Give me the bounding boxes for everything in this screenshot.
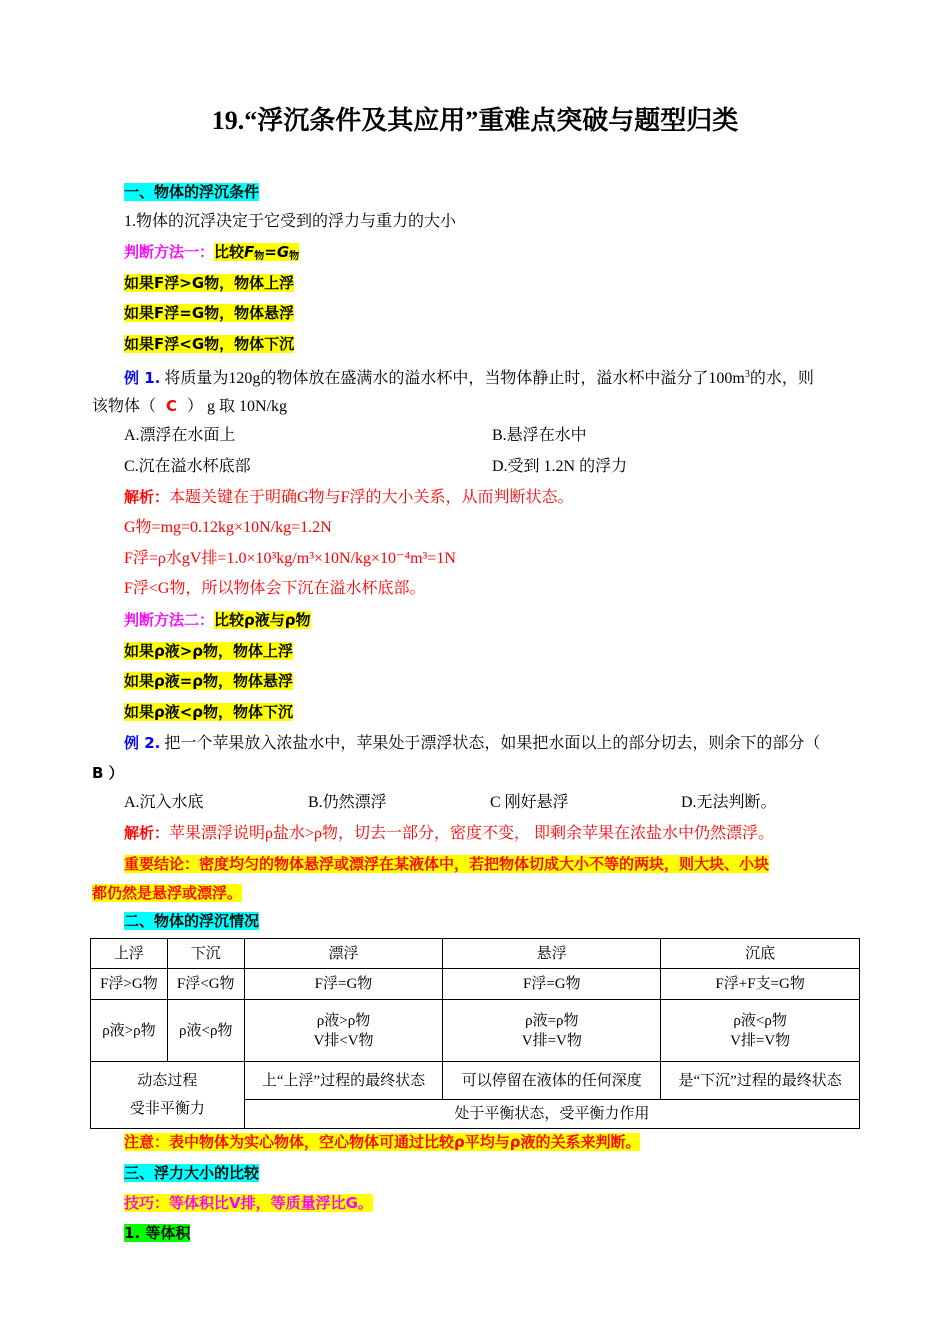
page-title: 19.“浮沉条件及其应用”重难点突破与题型归类 [211,106,739,135]
rule2-sink: 如果ρ液<ρ物，物体下沉 [124,703,294,721]
table-cell: ρ液>ρ物 V排<V物 [244,1000,443,1062]
table-header: 上浮 [91,939,168,969]
paragraph-1: 1.物体的沉浮决定于它受到的浮力与重力的大小 [124,213,457,230]
table-header: 下沉 [167,939,244,969]
table-cell: F浮>G物 [91,969,168,1000]
example-2: 例 2. 把一个苹果放入浓盐水中，苹果处于漂浮状态，如果把水面以上的部分切去，则余下的部分（ [124,734,821,752]
table-header: 悬浮 [443,939,661,969]
table-cell: ρ液=ρ物 V排=V物 [443,1000,661,1062]
section-heading-1: 一、物体的浮沉条件 [124,183,260,201]
table-cell: ρ液<ρ物 [167,1000,244,1062]
rule2-float-up: 如果ρ液>ρ物，物体上浮 [124,642,294,660]
table-cell: 上“上浮”过程的最终状态 [244,1062,443,1100]
method-2: 判断方法二：比较ρ液与ρ物 [124,611,311,629]
table-cell: F浮=G物 [244,969,443,1000]
ex2-option-c: C 刚好悬浮 [490,794,569,811]
ex2-option-a: A.沉入水底 [124,794,204,811]
table-cell: ρ液>ρ物 [91,1000,168,1062]
table-cell: F浮=G物 [443,969,661,1000]
table-header: 漂浮 [244,939,443,969]
rule-float-up: 如果F浮>G物，物体上浮 [124,274,295,292]
float-sink-table [90,938,860,1129]
table-cell: F浮+F支=G物 [661,969,860,1000]
table-cell: 可以停留在液体的任何深度 [443,1062,661,1100]
document-page: 19.“浮沉条件及其应用”重难点突破与题型归类 一、物体的浮沉条件 1.物体的沉浮决定于它受到的浮力与重力的大小 判断方法一：比较$F_物=G_物$ 如果F浮>G物，物体上浮 如果F浮=G物，物体悬浮 如果F浮<G物，物体下沉 例 1. 将质量为120g的物体放在盛满水的溢水杯中，当物体静止时，溢水杯中溢分了$100m^3$的水，则 该物体（ C ） g 取 10N/kg A.漂浮在水面上 B.悬浮在水中 C.沉在溢水杯底部 D.受到 1.2N 的浮力 解析：本题关键在于明确G物与F浮的大小关系，从而判断状态。 G物=mg=0.12kg×10N/kg=1.2N F浮=ρ水gV排=1.0×10³kg/m³×10N/kg×10⁻⁴m³=1N F浮<G物，所以物体会下沉在溢水杯底部。 判断方法二：比较ρ液与ρ物 如果ρ液>ρ物，物体上浮 如果ρ液=ρ物，物体悬浮 如果ρ液<ρ物，物体下沉 例 2. 把一个苹果放入浓盐水中，苹果处于漂浮状态，如果把水面以上的部分切去，则余下的部分（ B ） A.沉入水底 B.仍然漂浮 C 刚好悬浮 D.无法判断。 解析：苹果漂浮说明ρ盐水>ρ物，切去一部分，密度不变， 即剩余苹果在浓盐水中仍然漂浮。 重要结论：密度均匀的物体悬浮或漂浮在某液体中，若把物体切成大小不等的两块，则大块、小块 都仍然是悬浮或漂浮。 二、物体的浮沉情况 上浮 下沉 漂浮 悬浮 沉底 F浮>G物 F浮<G物 F浮=G物 F浮=G物 F浮+F支=G物 ρ液>ρ物 ρ液<ρ物 ρ液>ρ物 V排<V物 ρ液=ρ物 V排=V物 ρ液<ρ物 V排=V物 动态过程 受非平衡力 上“上浮”过程的最终状态 可以停留在液体的任何深度 是“下沉”过程的最终状态 处于平衡状态，受平衡力作用 注意：表中物体为实心物体，空心物体可通过比较ρ平均与ρ液的关系来判断。 三、浮力大小的比较 技巧：等体积比V排，等质量浮比G。 1. 等体积 [0,0,950,1344]
calc-2: F浮=ρ水gV排=1.0×10³kg/m³×10N/kg×10⁻⁴m³=1N [124,550,456,567]
table-cell: ρ液<ρ物 V排=V物 [661,1000,860,1062]
ex2-option-b: B.仍然漂浮 [308,794,387,811]
rule-sink: 如果F浮<G物，物体下沉 [124,335,295,353]
conclusion-line-1: 重要结论：密度均匀的物体悬浮或漂浮在某液体中，若把物体切成大小不等的两块，则大块、小块 [124,855,770,873]
answer-2: B [92,764,104,782]
table-cell: 处于平衡状态，受平衡力作用 [244,1100,859,1129]
option-a: A.漂浮在水面上 [124,427,236,444]
ex2-option-d: D.无法判断。 [681,794,777,811]
section-heading-3: 三、浮力大小的比较 [124,1164,260,1182]
calc-1: G物=mg=0.12kg×10N/kg=1.2N [124,519,332,536]
option-d: D.受到 1.2N 的浮力 [492,458,628,475]
table-cell: F浮<G物 [167,969,244,1000]
calc-3: F浮<G物，所以物体会下沉在溢水杯底部。 [124,580,426,597]
rule-suspend: 如果F浮=G物，物体悬浮 [124,304,295,322]
option-b: B.悬浮在水中 [492,427,587,444]
section-heading-2: 二、物体的浮沉情况 [124,912,260,930]
rule2-suspend: 如果ρ液=ρ物，物体悬浮 [124,672,294,690]
option-c: C.沉在溢水杯底部 [124,458,251,475]
table-header: 沉底 [661,939,860,969]
table-cell: 动态过程 受非平衡力 [91,1062,245,1129]
example-1: 例 1. 将质量为120g的物体放在盛满水的溢水杯中，当物体静止时，溢水杯中溢分了$100m^3$的水，则 [124,369,814,387]
subheading-equal-volume: 1. 等体积 [124,1224,191,1242]
analysis-2: 解析：苹果漂浮说明ρ盐水>ρ物，切去一部分，密度不变， 即剩余苹果在浓盐水中仍然漂浮。 [124,824,775,842]
tip: 技巧：等体积比V排，等质量浮比G。 [124,1194,373,1212]
conclusion-line-2: 都仍然是悬浮或漂浮。 [92,884,243,902]
method-1: 判断方法一：比较$F_物=G_物$ [124,243,300,262]
note: 注意：表中物体为实心物体，空心物体可通过比较ρ平均与ρ液的关系来判断。 [124,1133,641,1151]
answer-1: C [166,397,178,415]
table-cell: 是“下沉”过程的最终状态 [661,1062,860,1100]
analysis-1: 解析：本题关键在于明确G物与F浮的大小关系，从而判断状态。 [124,488,574,506]
